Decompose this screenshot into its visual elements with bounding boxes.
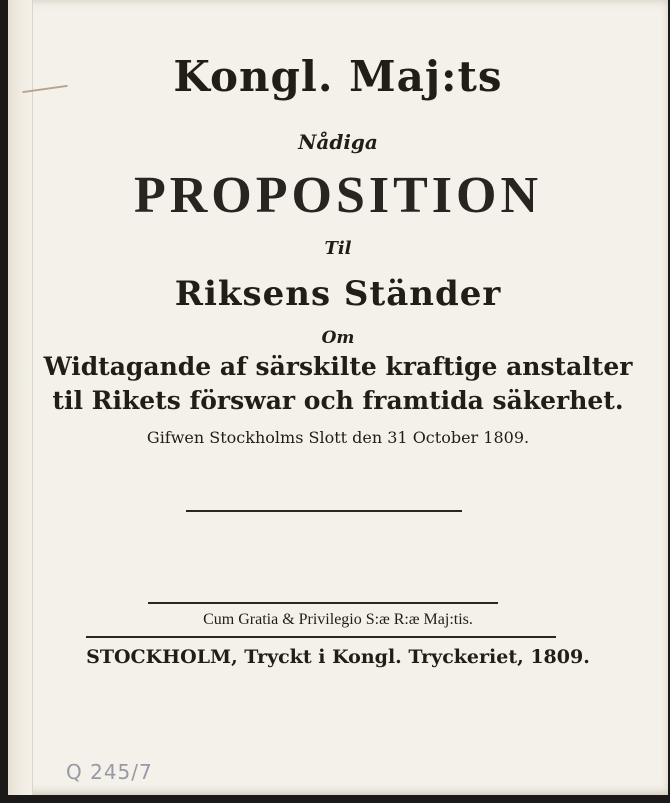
document-page: [8, 0, 668, 795]
handwritten-shelf-mark: Q 245/7: [66, 760, 153, 784]
divider-rule: [186, 510, 462, 512]
privilege-rule: [148, 602, 498, 604]
subject-intro: Om: [321, 328, 355, 348]
title-line-4: Til: [324, 238, 352, 259]
title-line-5: Riksens Ständer: [174, 274, 502, 314]
subject-line-1: Widtagande af särskilte kraftige anstalter: [43, 352, 633, 381]
imprint-rule: [86, 636, 556, 638]
title-line-1: Kongl. Maj:ts: [173, 52, 503, 101]
title-line-2: Nådiga: [298, 130, 378, 154]
privilege-line: Cum Gratia & Privilegio S:æ R:æ Maj:tis.: [203, 611, 473, 628]
date-line: Gifwen Stockholms Slott den 31 October 1809.: [146, 428, 530, 447]
title-main: PROPOSITION: [133, 167, 543, 224]
imprint-line: STOCKHOLM, Tryckt i Kongl. Tryckeriet, 1809.: [86, 646, 590, 668]
subject-line-2: til Rikets förswar och framtida säkerhet.: [52, 386, 624, 415]
